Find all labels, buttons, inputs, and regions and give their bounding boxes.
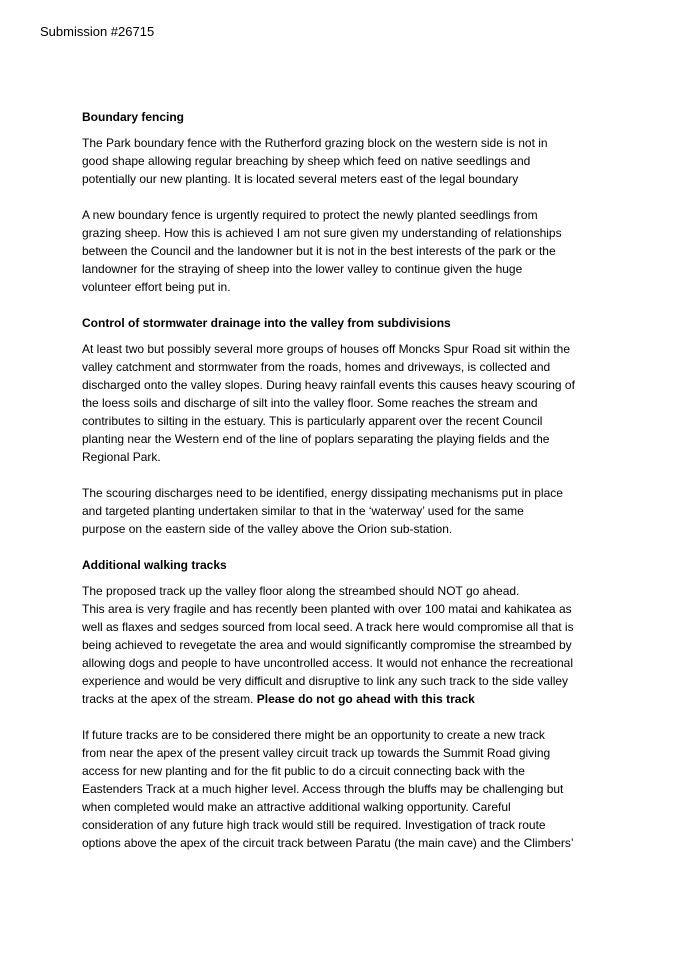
section-heading: Control of stormwater drainage into the valley from subdivisions	[82, 316, 451, 330]
paragraph	[82, 134, 602, 188]
text-line: between the Council and the landowner but it is not in the best interests of the park or the	[82, 244, 556, 258]
section-walking-tracks	[82, 556, 602, 852]
text-line: grazing sheep. How this is achieved I am not sure given my understanding of relationships	[82, 226, 562, 240]
text-line: and targeted planting undertaken similar to that in the ‘waterway’ used for the same	[82, 504, 524, 518]
text-line: consideration of any future high track would still be required. Investigation of track route	[82, 818, 546, 832]
text-line: planting near the Western end of the line of poplars separating the playing fields and the	[82, 432, 550, 446]
paragraph	[82, 206, 602, 296]
paragraph	[82, 582, 602, 708]
section-heading: Boundary fencing	[82, 110, 185, 124]
text-line: If future tracks are to be considered there might be an opportunity to create a new track	[82, 728, 545, 742]
text-line: well as flaxes and sedges sourced from local seed. A track here would compromise all that is	[82, 620, 574, 634]
text-line: purpose on the eastern side of the valley above the Orion sub-station.	[82, 522, 453, 536]
section-heading: Additional walking tracks	[82, 558, 227, 572]
text-line: The Park boundary fence with the Rutherford grazing block on the western side is not in	[82, 136, 548, 150]
text-run: tracks at the apex of the stream.	[82, 692, 257, 706]
text-line: The proposed track up the valley floor along the streambed should NOT go ahead.	[82, 584, 520, 598]
document-body	[82, 108, 602, 852]
text-line: potentially our new planting. It is located several meters east of the legal boundary	[82, 172, 519, 186]
section-boundary-fencing	[82, 108, 602, 296]
text-line: volunteer effort being put in.	[82, 280, 231, 294]
text-line: being achieved to revegetate the area and would significantly compromise the streambed by	[82, 638, 572, 652]
section-stormwater-drainage	[82, 314, 602, 538]
text-line: At least two but possibly several more groups of houses off Moncks Spur Road sit within the	[82, 342, 571, 356]
text-line: options above the apex of the circuit track between Paratu (the main cave) and the Climbers’	[82, 836, 574, 850]
text-line: landowner for the straying of sheep into the lower valley to continue given the huge	[82, 262, 523, 276]
text-line: experience and would be very difficult and disruptive to link any such track to the side valley	[82, 674, 569, 688]
paragraph	[82, 340, 602, 466]
text-line	[82, 690, 602, 708]
text-line: contributes to silting in the estuary. This is particularly apparent over the recent Council	[82, 414, 543, 428]
paragraph	[82, 484, 602, 538]
text-line: good shape allowing regular breaching by sheep which feed on native seedlings and	[82, 154, 531, 168]
text-line: from near the apex of the present valley circuit track up towards the Summit Road giving	[82, 746, 551, 760]
text-line: allowing dogs and people to have uncontrolled access. It would not enhance the recreational	[82, 656, 573, 670]
text-line: access for new planting and for the fit public to do a circuit connecting back with the	[82, 764, 525, 778]
paragraph	[82, 726, 602, 852]
submission-number: Submission #26715	[40, 24, 155, 39]
text-line: discharged onto the valley slopes. During heavy rainfall events this causes heavy scouring of	[82, 378, 575, 392]
emphasis-text: Please do not go ahead with this track	[256, 692, 475, 706]
text-line: the loess soils and discharge of silt into the valley floor. Some reaches the stream and	[82, 396, 538, 410]
text-line: Regional Park.	[82, 450, 161, 464]
text-line: when completed would make an attractive additional walking opportunity. Careful	[82, 800, 511, 814]
text-line: The scouring discharges need to be identified, energy dissipating mechanisms put in place	[82, 486, 563, 500]
text-line: A new boundary fence is urgently required to protect the newly planted seedlings from	[82, 208, 538, 222]
text-line: Eastenders Track at a much higher level. Access through the bluffs may be challenging but	[82, 782, 564, 796]
text-line: valley catchment and stormwater from the roads, homes and driveways, is collected and	[82, 360, 551, 374]
text-line: This area is very fragile and has recently been planted with over 100 matai and kahikatea as	[82, 602, 572, 616]
